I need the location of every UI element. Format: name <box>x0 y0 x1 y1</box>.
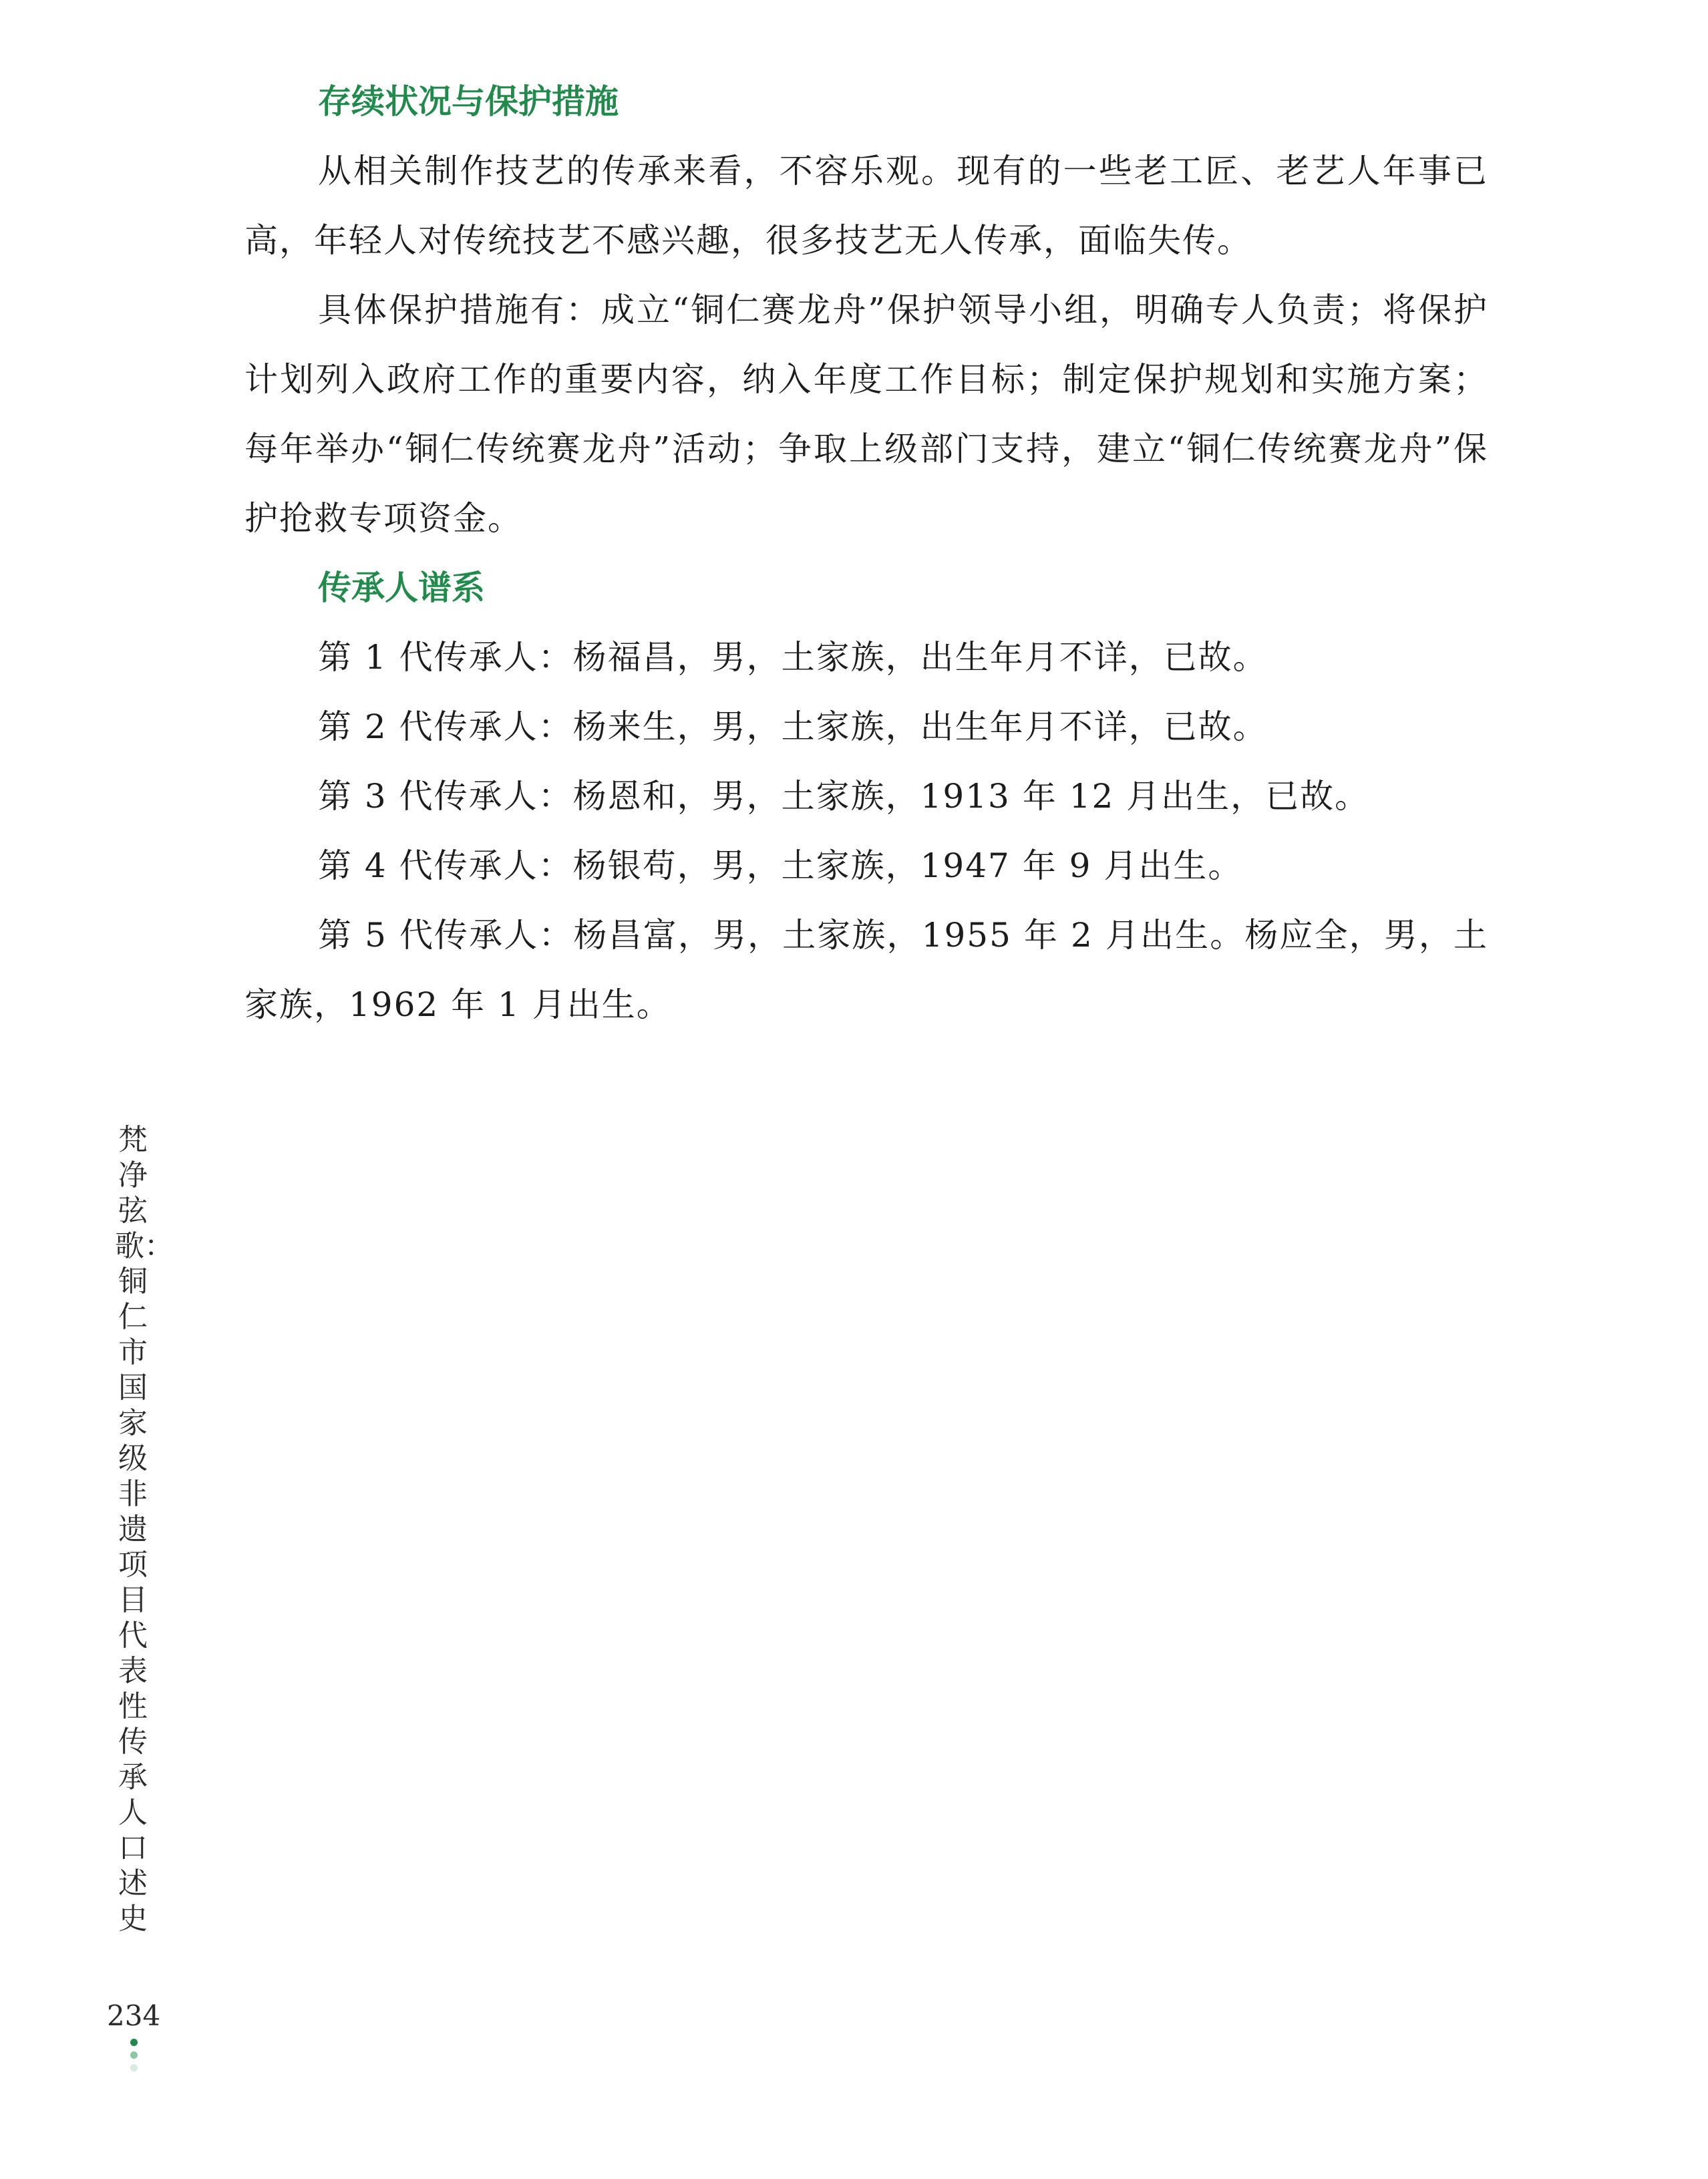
section-heading-status: 存续状况与保护措施 <box>318 82 619 121</box>
lineage-generation-5: 第 5 代传承人：杨昌富，男，土家族，1955 年 2 月出生。杨应全，男，土家族，1962 年 1 月出生。 <box>244 916 1488 1024</box>
paragraph-status: 从相关制作技艺的传承来看，不容乐观。现有的一些老工匠、老艺人年事已高，年轻人对传统技艺不感兴趣，很多技艺无人传承，面临失传。 <box>244 152 1488 260</box>
dot-light <box>130 2064 138 2071</box>
book-title-vertical: 梵净弦歌：铜仁市国家级非遗项目代表性传承人口述史 <box>115 1123 174 1936</box>
dot-medium <box>130 2051 138 2059</box>
lineage-generation-2: 第 2 代传承人：杨来生，男，土家族，出生年月不详，已故。 <box>318 707 1268 746</box>
lineage-generation-4: 第 4 代传承人：杨银苟，男，土家族，1947 年 9 月出生。 <box>318 846 1243 885</box>
lineage-generation-3: 第 3 代传承人：杨恩和，男，土家族，1913 年 12 月出生，已故。 <box>318 777 1370 816</box>
page-dots-decoration <box>128 2039 140 2077</box>
lineage-generation-1: 第 1 代传承人：杨福昌，男，土家族，出生年月不详，已故。 <box>318 638 1268 677</box>
paragraph-measures: 具体保护措施有：成立“铜仁赛龙舟”保护领导小组，明确专人负责；将保护计划列入政府工作的重要内容，纳入年度工作目标；制定保护规划和实施方案；每年举办“铜仁传统赛龙舟”活动；争取上级部门支持，建立“铜仁传统赛龙舟”保护抢救专项资金。 <box>244 291 1488 538</box>
section-heading-lineage: 传承人谱系 <box>318 568 485 607</box>
page-number: 234 <box>107 1999 161 2032</box>
dot-dark <box>130 2039 138 2046</box>
main-content <box>244 67 1488 1039</box>
